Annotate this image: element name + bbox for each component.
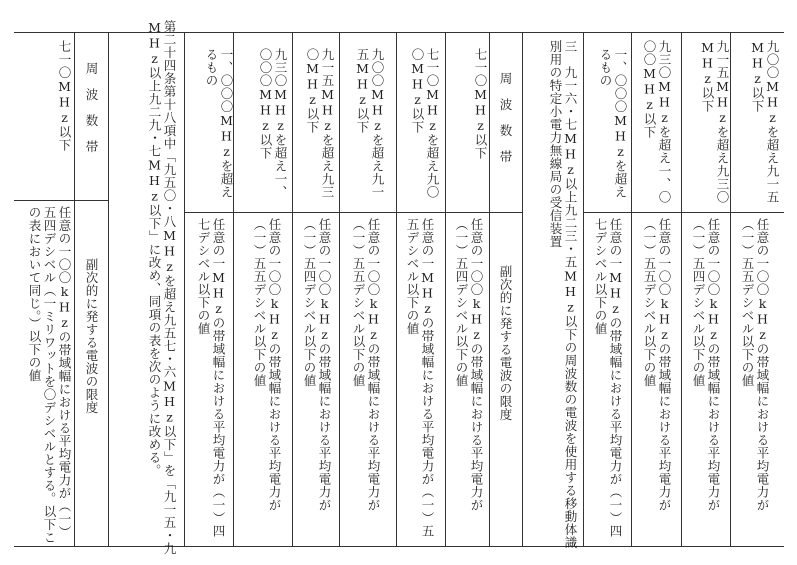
- right-table-col-rule: [730, 32, 731, 546]
- mid-table-border: [522, 32, 523, 546]
- limit-cell: 任意の一〇〇kHzの帯域幅における平均電力が（一）五五デシベル以下の値: [252, 218, 282, 512]
- right-table-col-rule: [681, 32, 682, 546]
- limit-cell: 任意の一〇〇kHzの帯域幅における平均電力が（一）五五デシベル以下の値: [642, 218, 672, 512]
- header-limit: 副次的に発する電波の限度: [84, 258, 99, 414]
- header-band: 周 波 数 帯: [498, 72, 513, 163]
- mid-table-mid-rule: [184, 212, 522, 213]
- left-table-border: [108, 32, 109, 546]
- band-cell: 九三〇MHzを超え一、〇〇〇MHz以下: [642, 40, 672, 204]
- header-limit: 副次的に発する電波の限度: [498, 265, 513, 421]
- header-band: 周 波 数 帯: [84, 62, 99, 153]
- limit-cell: 任意の一〇〇kHzの帯域幅における平均電力が（一）五四デシベル以下の値: [691, 218, 721, 512]
- band-cell: 一、〇〇〇MHzを超えるもの: [204, 48, 234, 199]
- band-cell: 九〇〇MHzを超え九一五MHz以下: [355, 48, 385, 199]
- right-table-mid-rule: [583, 212, 784, 213]
- limit-cell: 任意の一〇〇kHzの帯域幅における平均電力が（一）五四デシベル以下の値: [454, 218, 484, 512]
- right-table-col-rule: [631, 32, 632, 546]
- limit-cell: 任意の一〇〇kHzの帯域幅における平均電力が（一）五四デシベル以下の値: [302, 218, 332, 512]
- band-cell: 九〇〇MHzを超え九一五MHz以下: [750, 40, 780, 204]
- band-cell: 七一〇MHzを超え九〇〇MHz以下: [410, 48, 440, 199]
- mid-table-col-rule: [339, 32, 340, 546]
- limit-cell: 任意の一〇〇kHzの帯域幅における平均電力が（一）五五デシベル以下の値: [351, 218, 381, 512]
- mid-table-col-rule: [445, 32, 446, 546]
- band-cell: 九三〇MHzを超え一、〇〇〇MHz以下: [258, 48, 288, 199]
- section3-heading: 三 九一六・七MHz以上九二三・五MHz以下の周波数の電波を使用する移動体識別用の特定小電力無線局の受信装置: [548, 40, 578, 549]
- band-cell: 九一五MHzを超え九三〇MHz以下: [700, 40, 730, 204]
- mid-table-col-rule: [489, 32, 490, 546]
- band-cell: 九一五MHzを超え九三〇MHz以下: [305, 48, 335, 199]
- right-table-col-rule: [583, 32, 584, 546]
- left-table-mid-rule: [14, 200, 108, 201]
- band-cell: 七一〇MHz以下: [57, 40, 72, 152]
- band-cell: 七一〇MHz以下: [473, 48, 488, 160]
- limit-cell: 任意の一MHzの帯域幅における平均電力が（一）四七デシベル以下の値: [593, 218, 623, 538]
- limit-cell: 任意の一〇〇kHzの帯域幅における平均電力が（一）五五デシベル以下の値: [740, 218, 770, 512]
- limit-cell: 任意の一〇〇kHzの帯域幅における平均電力が（一）五四デシベル（一ミリワットを〇デシベルとする。以下この表において同じ。）以下の値: [27, 206, 72, 544]
- mid-table-border: [184, 32, 185, 546]
- left-table-col-rule: [74, 32, 75, 546]
- limit-cell: 任意の一MHzの帯域幅における平均電力が（一）四七デシベル以下の値: [196, 218, 226, 538]
- mid-table-col-rule: [396, 32, 397, 546]
- band-cell: 一、〇〇〇MHzを超えるもの: [598, 48, 628, 199]
- limit-cell: 任意の一MHzの帯域幅における平均電力が（一）五五デシベル以下の値: [405, 218, 435, 538]
- amendment-paragraph: 第二十四条第十八項中「九五〇・八MHzを超え九五七・六MHz以下」を「九一五・九MHz以上九二九・七MHz以下」に改め、同項の表を次のように改める。: [147, 20, 177, 555]
- mid-table-col-rule: [292, 32, 293, 546]
